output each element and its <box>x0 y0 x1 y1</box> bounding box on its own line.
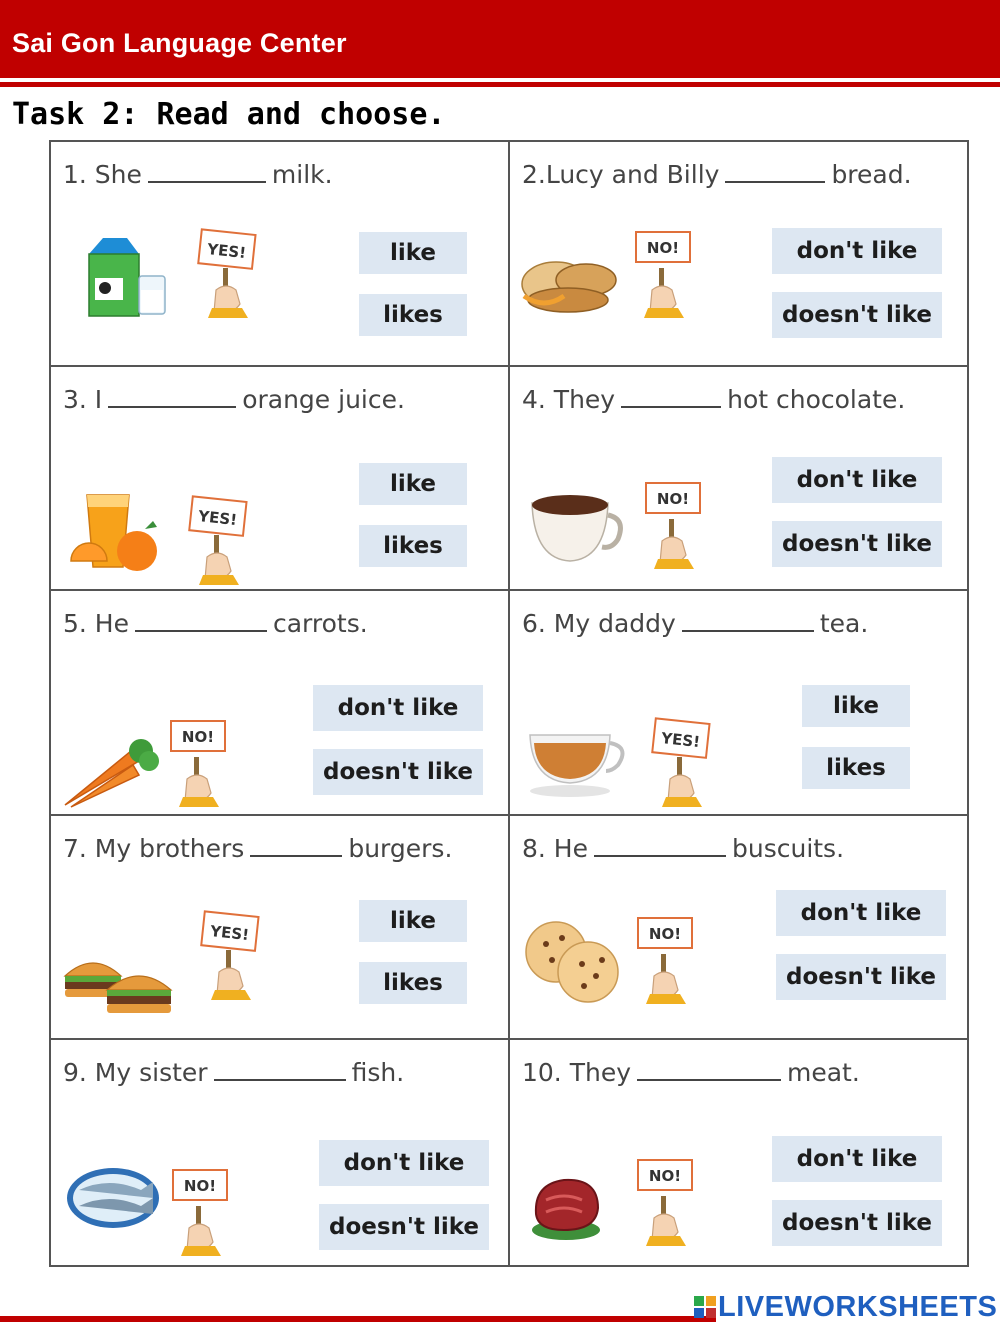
yes-sign <box>650 717 716 816</box>
question-9-text <box>63 1058 500 1087</box>
svg-text:NO!: NO! <box>646 239 680 257</box>
question-2-text <box>522 160 961 189</box>
question-3 <box>51 367 510 592</box>
orange-juice-icon <box>67 489 167 573</box>
sentence-end: hot chocolate. <box>727 384 906 414</box>
question-8 <box>510 816 969 1041</box>
sentence-end: carrots. <box>272 609 368 639</box>
svg-text:NO!: NO! <box>656 489 690 508</box>
no-sign <box>632 228 698 328</box>
sentence-start: 6. My daddy <box>522 609 676 639</box>
burger-icon <box>63 946 179 1022</box>
option-dont-like[interactable]: don't like <box>313 685 483 731</box>
option-likes[interactable]: likes <box>359 525 467 567</box>
sentence-start: 2.Lucy and Billy <box>522 160 720 189</box>
sentence-start: 8. He <box>522 833 588 863</box>
answer-blank[interactable] <box>594 835 726 857</box>
tea-icon <box>526 721 636 801</box>
option-doesnt-like[interactable]: doesn't like <box>776 954 946 1000</box>
sentence-start: 3. I <box>63 384 103 414</box>
meat-icon <box>528 1170 608 1246</box>
option-dont-like[interactable]: don't like <box>772 1136 942 1182</box>
answer-blank[interactable] <box>148 161 266 183</box>
question-9 <box>51 1040 510 1265</box>
question-10-text <box>522 1058 961 1087</box>
question-5 <box>51 591 510 816</box>
question-2 <box>510 142 969 367</box>
question-8-text <box>522 834 961 863</box>
no-sign <box>634 1156 700 1256</box>
question-4-text <box>522 385 961 414</box>
option-dont-like[interactable]: don't like <box>319 1140 489 1186</box>
sentence-end: milk. <box>271 160 333 189</box>
exercise-grid <box>49 140 969 1267</box>
option-likes[interactable]: likes <box>802 747 910 789</box>
question-3-text <box>63 385 500 414</box>
question-6-text <box>522 609 961 638</box>
yes-sign <box>196 228 262 328</box>
svg-text:NO!: NO! <box>648 924 682 943</box>
svg-text:YES!: YES! <box>209 921 250 944</box>
svg-text:YES!: YES! <box>197 506 238 529</box>
sentence-start: 9. My sister <box>63 1058 208 1088</box>
option-doesnt-like[interactable]: doesn't like <box>772 292 942 338</box>
cookie-icon <box>522 916 632 1006</box>
sentence-end: bread. <box>831 160 912 189</box>
hot-chocolate-icon <box>528 489 632 569</box>
sentence-end: tea. <box>819 609 869 639</box>
option-like[interactable]: like <box>359 900 467 942</box>
answer-blank[interactable] <box>682 610 814 632</box>
question-1-text <box>63 160 500 189</box>
svg-text:NO!: NO! <box>181 728 215 747</box>
sentence-start: 5. He <box>63 609 129 639</box>
carrot-icon <box>61 731 161 811</box>
answer-blank[interactable] <box>135 610 267 632</box>
no-sign <box>167 717 233 816</box>
option-dont-like[interactable]: don't like <box>772 457 942 503</box>
sentence-start: 10. They <box>522 1058 631 1088</box>
option-doesnt-like[interactable]: doesn't like <box>313 749 483 795</box>
option-doesnt-like[interactable]: doesn't like <box>319 1204 489 1250</box>
sentence-start: 4. They <box>522 384 616 414</box>
sentence-end: fish. <box>351 1058 405 1088</box>
svg-text:NO!: NO! <box>648 1167 682 1186</box>
liveworksheets-brand[interactable]: LIVEWORKSHEETS <box>716 1292 1000 1322</box>
answer-blank[interactable] <box>621 386 721 408</box>
task-title: Task 2: Read and choose. <box>12 97 446 132</box>
question-7-text <box>63 834 500 863</box>
question-10 <box>510 1040 969 1265</box>
option-likes[interactable]: likes <box>359 294 467 336</box>
yes-sign <box>199 910 265 1010</box>
no-sign <box>634 914 700 1014</box>
answer-blank[interactable] <box>108 386 236 408</box>
option-like[interactable]: like <box>359 463 467 505</box>
header-title: Sai Gon Language Center <box>12 28 347 58</box>
answer-blank[interactable] <box>725 161 825 183</box>
option-like[interactable]: like <box>802 685 910 727</box>
option-dont-like[interactable]: don't like <box>776 890 946 936</box>
answer-blank[interactable] <box>214 1059 346 1081</box>
sentence-start: 1. She <box>63 160 142 189</box>
option-doesnt-like[interactable]: doesn't like <box>772 521 942 567</box>
option-like[interactable]: like <box>359 232 467 274</box>
answer-blank[interactable] <box>637 1059 781 1081</box>
answer-blank[interactable] <box>250 835 342 857</box>
sentence-start: 7. My brothers <box>63 833 245 863</box>
option-likes[interactable]: likes <box>359 962 467 1004</box>
svg-text:YES!: YES! <box>206 240 247 263</box>
question-1 <box>51 142 510 367</box>
question-5-text <box>63 609 500 638</box>
yes-sign <box>187 495 253 592</box>
sentence-end: meat. <box>787 1058 860 1088</box>
question-7 <box>51 816 510 1041</box>
question-4 <box>510 367 969 592</box>
milk-icon <box>83 234 173 324</box>
sentence-end: buscuits. <box>731 833 845 863</box>
sentence-end: burgers. <box>348 833 453 863</box>
svg-text:NO!: NO! <box>183 1177 217 1196</box>
question-6 <box>510 591 969 816</box>
fish-icon <box>65 1166 161 1230</box>
option-doesnt-like[interactable]: doesn't like <box>772 1200 942 1246</box>
svg-text:YES!: YES! <box>660 729 701 752</box>
header-divider <box>0 82 1000 87</box>
no-sign <box>169 1166 235 1265</box>
sentence-end: orange juice. <box>242 384 405 414</box>
bread-icon <box>516 246 626 320</box>
option-dont-like[interactable]: don't like <box>772 228 942 274</box>
liveworksheets-logo-icon <box>694 1296 716 1318</box>
no-sign <box>642 479 708 579</box>
